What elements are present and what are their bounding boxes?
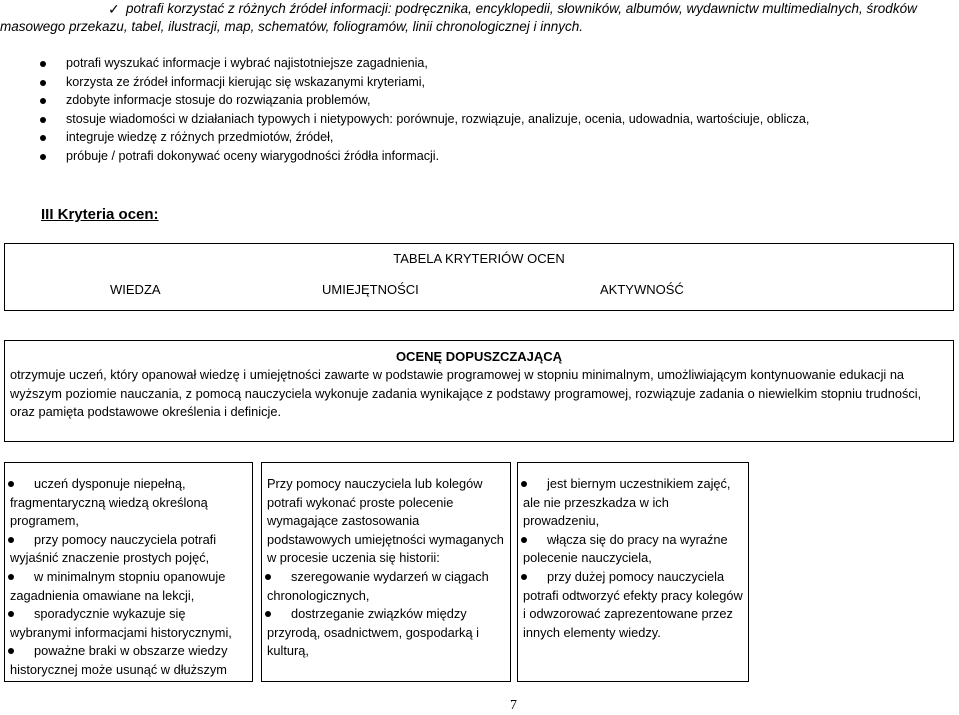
table-title: TABELA KRYTERIÓW OCEN xyxy=(393,251,565,266)
list-item: w minimalnym stopniu opanowuje zagadnienia omawiane na lekcji, xyxy=(10,568,247,605)
list-item: sporadycznie wykazuje się wybranymi informacjami historycznymi, xyxy=(10,605,247,642)
grade-description-box xyxy=(4,340,954,442)
list-item: korzysta ze źródeł informacji kierując się wskazanymi kryteriami, xyxy=(40,73,940,92)
list-item: jest biernym uczestnikiem zajęć, ale nie przeszkadza w ich prowadzeniu, xyxy=(523,475,743,531)
section-heading: III Kryteria ocen: xyxy=(41,206,159,223)
aktywnosc-list xyxy=(523,475,743,642)
column-header-wiedza: WIEDZA xyxy=(110,282,161,297)
grade-description: otrzymuje uczeń, który opanował wiedzę i umiejętności zawarte w podstawie programowej w stopniu minimalnym, umożliwiającym kontynuowanie edukacji na wyższym poziomie nauczania, z pomocą nauczyciela wykonuje zadania wynikające z podstawy programowej, rozwiązuje zadania o niewielkim stopniu trudności, oraz pamięta podstawowe określenia i definicje. xyxy=(10,367,922,420)
checked-item-line-1: potrafi korzystać z różnych źródeł informacji: podręcznika, encyklopedii, słowników, albumów, wydawnictw multimedialnych, środków xyxy=(126,1,917,16)
page-number: 7 xyxy=(510,698,517,713)
list-item: integruje wiedzę z różnych przedmiotów, źródeł, xyxy=(40,128,940,147)
list-item: poważne braki w obszarze wiedzy historycznej może usunąć w dłuższym xyxy=(10,642,247,679)
list-item: zdobyte informacje stosuje do rozwiązania problemów, xyxy=(40,91,940,110)
criteria-table-header xyxy=(4,243,954,311)
grade-title: OCENĘ DOPUSZCZAJĄCĄ xyxy=(395,349,563,364)
list-item: przy pomocy nauczyciela potrafi wyjaśnić znaczenie prostych pojęć, xyxy=(10,531,247,568)
aktywnosc-column xyxy=(517,462,749,682)
wiedza-list xyxy=(10,475,247,680)
column-header-umiejetnosci: UMIEJĘTNOŚCI xyxy=(322,282,419,297)
skills-list xyxy=(40,54,940,165)
umiejetnosci-intro: Przy pomocy nauczyciela lub kolegów potrafi wykonać proste polecenie wymagające zastosowania podstawowych umiejętności wymaganych w procesie uczenia się historii: xyxy=(267,476,504,566)
list-item: próbuje / potrafi dokonywać oceny wiarygodności źródła informacji. xyxy=(40,147,940,166)
wiedza-column xyxy=(4,462,253,682)
checked-item xyxy=(0,0,956,36)
list-item: uczeń dysponuje niepełną, fragmentaryczną wiedzą określoną programem, xyxy=(10,475,247,531)
checkmark-icon: ✓ xyxy=(108,1,120,17)
umiejetnosci-column xyxy=(261,462,511,682)
checked-item-line-2: masowego przekazu, tabel, ilustracji, map, schematów, foliogramów, linii chronologicznej i innych. xyxy=(0,19,584,34)
list-item: przy dużej pomocy nauczyciela potrafi odtworzyć efekty pracy kolegów i odwzorować zaprezentowane przez innych elementy wiedzy. xyxy=(523,568,743,642)
list-item: potrafi wyszukać informacje i wybrać najistotniejsze zagadnienia, xyxy=(40,54,940,73)
list-item: stosuje wiadomości w działaniach typowych i nietypowych: porównuje, rozwiązuje, analizuje, ocenia, udowadnia, wartościuje, oblicza, xyxy=(40,110,940,129)
list-item: włącza się do pracy na wyraźne polecenie nauczyciela, xyxy=(523,531,743,568)
umiejetnosci-list xyxy=(267,568,505,661)
list-item: szeregowanie wydarzeń w ciągach chronologicznych, xyxy=(267,568,505,605)
column-header-aktywnosc: AKTYWNOŚĆ xyxy=(600,282,684,297)
list-item: dostrzeganie związków między przyrodą, osadnictwem, gospodarką i kulturą, xyxy=(267,605,505,661)
